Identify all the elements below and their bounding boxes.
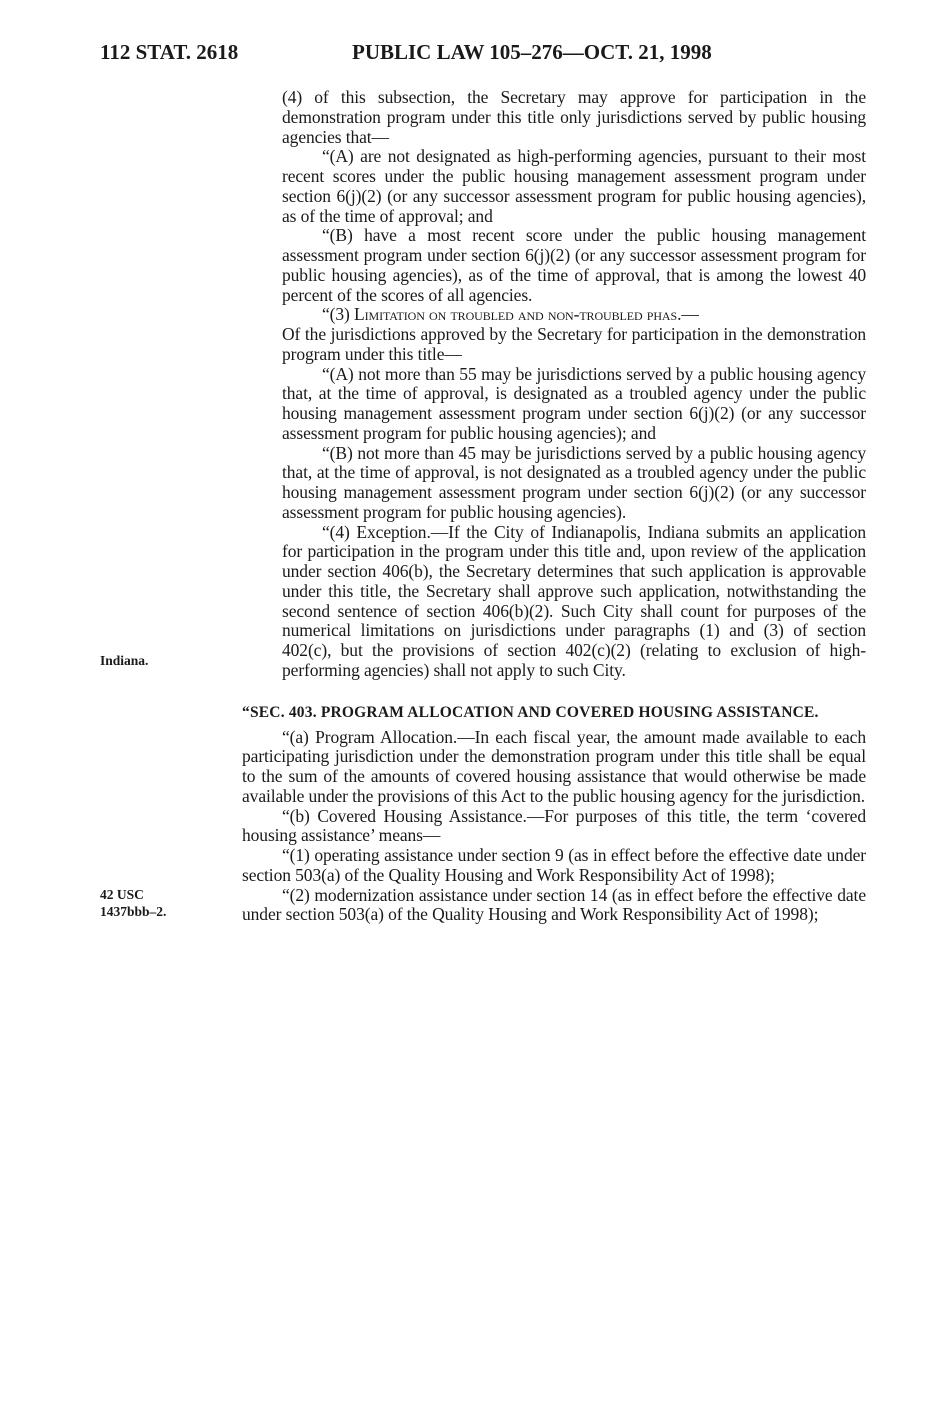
subsection-a-program-allocation: “(a) Program Allocation.—In each fiscal year, the amount made available to each participating jurisdiction under the demonstration program under this title shall be equal to the sum of the amounts of covered housing assistance that would otherwise be made available under the provisions of this Act to the public housing agency for the jurisdiction.: [242, 726, 866, 806]
section-403-heading: “SEC. 403. PROGRAM ALLOCATION AND COVERED HOUSING ASSISTANCE.: [242, 703, 819, 721]
paragraph-3-intro: Of the jurisdictions approved by the Secretary for participation in the demonstration program under this title—: [282, 324, 866, 364]
statute-page-number: 112 STAT. 2618: [100, 40, 239, 64]
paragraph-b-1: “(1) operating assistance under section 9 (as in effect before the effective date under section 503(a) of the Quality Housing and Work Responsibility Act of 1998);: [242, 845, 866, 885]
margin-note-usc-citation: [100, 886, 166, 920]
paragraph-3-heading: “(3) Limitation on troubled and non-troubled phas.—: [322, 304, 699, 325]
margin-note-usc-line: 42 USC: [100, 887, 144, 902]
paragraph-subpara-a: “(A) are not designated as high-performing agencies, pursuant to their most recent scores under the public housing management assessment program under section 6(j)(2) (or any successor assessment program for public housing agencies), as of the time of approval; and: [282, 146, 866, 226]
paragraph-4-exception: “(4) Exception.—If the City of Indianapolis, Indiana submits an application for participation in the program under this title and, upon review of the application under section 406(b), the Secretary determines that such application is approvable under this title, the Secretary shall approve such application, notwithstanding the second sentence of section 406(b)(2). Such City shall count for purposes of the numerical limitations on jurisdictions under paragraphs (1) and (3) of section 402(c), but the provisions of section 402(c)(2) (relating to exclusion of high-performing agencies) shall not apply to such City.: [282, 521, 866, 680]
document-body: [242, 88, 866, 925]
paragraph-3-subpara-b: “(B) not more than 45 may be jurisdictions served by a public housing agency that, at the time of approval, is not designated as a troubled agency under the public housing management assessment program under section 6(j)(2) (or any successor assessment program for public housing agencies).: [282, 442, 866, 522]
paragraph-subpara-b: “(B) have a most recent score under the public housing management assessment program under section 6(j)(2) (or any successor assessment program for public housing agencies), as of the time of approval, that is among the lowest 40 percent of the scores of all agencies.: [282, 225, 866, 305]
subsection-b-covered-housing-assistance: “(b) Covered Housing Assistance.—For purposes of this title, the term ‘covered housing assistance’ means—: [242, 805, 866, 846]
paragraph-b-2: “(2) modernization assistance under section 14 (as in effect before the effective date under section 503(a) of the Quality Housing and Work Responsibility Act of 1998);: [242, 884, 866, 925]
margin-note-indiana: Indiana.: [100, 653, 149, 668]
public-law-header: PUBLIC LAW 105–276—OCT. 21, 1998: [352, 40, 712, 64]
margin-note-usc-section: 1437bbb–2.: [100, 904, 167, 919]
paragraph-3-subpara-a: “(A) not more than 55 may be jurisdictions served by a public housing agency that, at the time of approval, is designated as a troubled agency under the public housing management assessment program under section 6(j)(2) (or any successor assessment program for public housing agencies); and: [282, 363, 866, 443]
paragraph-continuation: (4) of this subsection, the Secretary may approve for participation in the demonstration program under this title only jurisdictions served by public housing agencies that—: [282, 87, 866, 147]
